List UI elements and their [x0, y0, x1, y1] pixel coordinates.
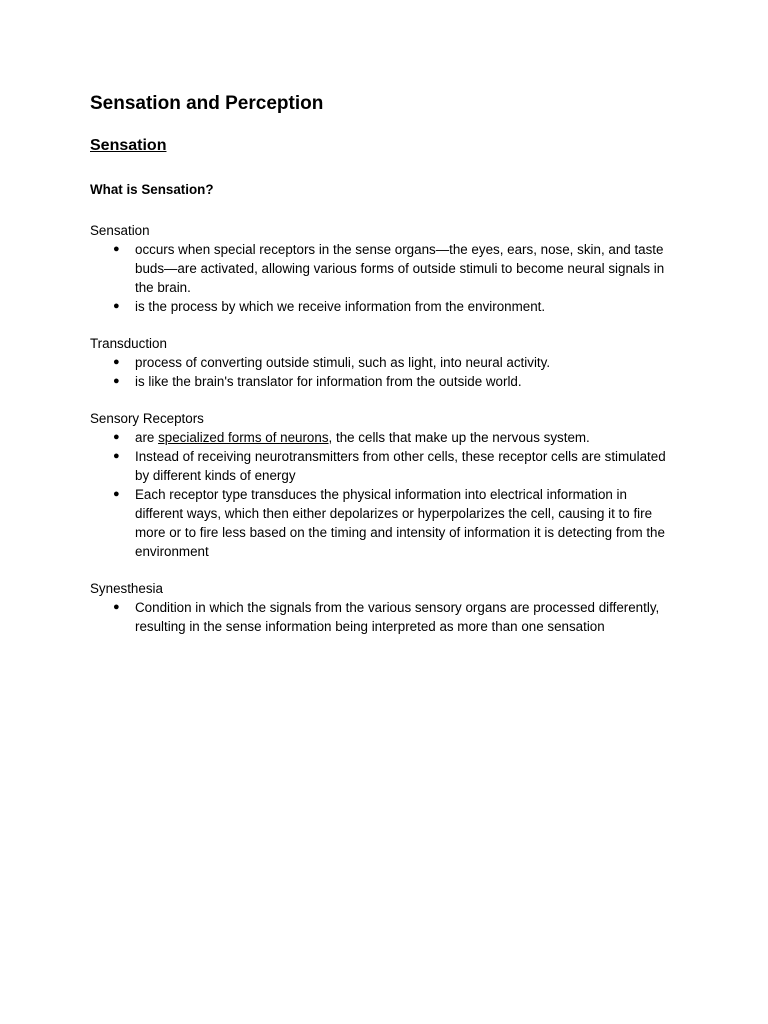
list-item-text: Condition in which the signals from the various sensory organs are processed differently, resulting in the sense information being interpreted as more than one sensation [135, 600, 660, 634]
section-heading: Sensation [90, 137, 167, 154]
term-block-transduction [90, 334, 678, 391]
list-item [90, 447, 678, 485]
bullet-icon: ● [113, 450, 120, 462]
bullet-icon: ● [113, 243, 120, 255]
bullet-icon: ● [113, 375, 120, 387]
list-item-text-prefix: are [135, 430, 159, 445]
list-item-text: is like the brain's translator for information from the outside world. [135, 374, 522, 389]
list-item-text-suffix: , the cells that make up the nervous system. [328, 430, 590, 445]
list-item-text: Each receptor type transduces the physical information into electrical information in different ways, which then either depolarizes or hyperpolarizes the cell, causing it to fire more or to fire less based on the timing and intensity of information it is detecting from the environment [135, 487, 665, 559]
term-label: Sensory Receptors [90, 411, 204, 426]
list-item [90, 297, 678, 316]
list-item-text: is the process by which we receive information from the environment. [135, 299, 546, 314]
list-item-text: occurs when special receptors in the sense organs—the eyes, ears, nose, skin, and taste buds—are activated, allowing various forms of outside stimuli to become neural signals in the brain. [135, 242, 665, 295]
term-block-sensation [90, 221, 678, 316]
list-item [90, 240, 678, 297]
bullet-list [90, 240, 678, 316]
bullet-icon: ● [113, 356, 120, 368]
term-label: Sensation [90, 223, 150, 238]
subheading-question: What is Sensation? [90, 182, 214, 197]
list-item [90, 372, 678, 391]
list-item [90, 428, 678, 447]
bullet-icon: ● [113, 300, 120, 312]
list-item-text: Instead of receiving neurotransmitters from other cells, these receptor cells are stimulated by different kinds of energy [135, 449, 666, 483]
list-item [90, 485, 678, 561]
document-title: Sensation and Perception [90, 93, 324, 114]
term-block-synesthesia [90, 579, 678, 636]
bullet-icon: ● [113, 601, 120, 613]
underlined-link[interactable]: specialized forms of neurons [158, 430, 329, 445]
bullet-icon: ● [113, 431, 120, 443]
list-item [90, 598, 678, 636]
bullet-list [90, 428, 678, 561]
bullet-list [90, 353, 678, 391]
term-block-sensory-receptors [90, 409, 678, 561]
list-item-text: process of converting outside stimuli, such as light, into neural activity. [135, 355, 551, 370]
bullet-list [90, 598, 678, 636]
term-label: Transduction [90, 336, 167, 351]
list-item [90, 353, 678, 372]
bullet-icon: ● [113, 488, 120, 500]
term-label: Synesthesia [90, 581, 163, 596]
